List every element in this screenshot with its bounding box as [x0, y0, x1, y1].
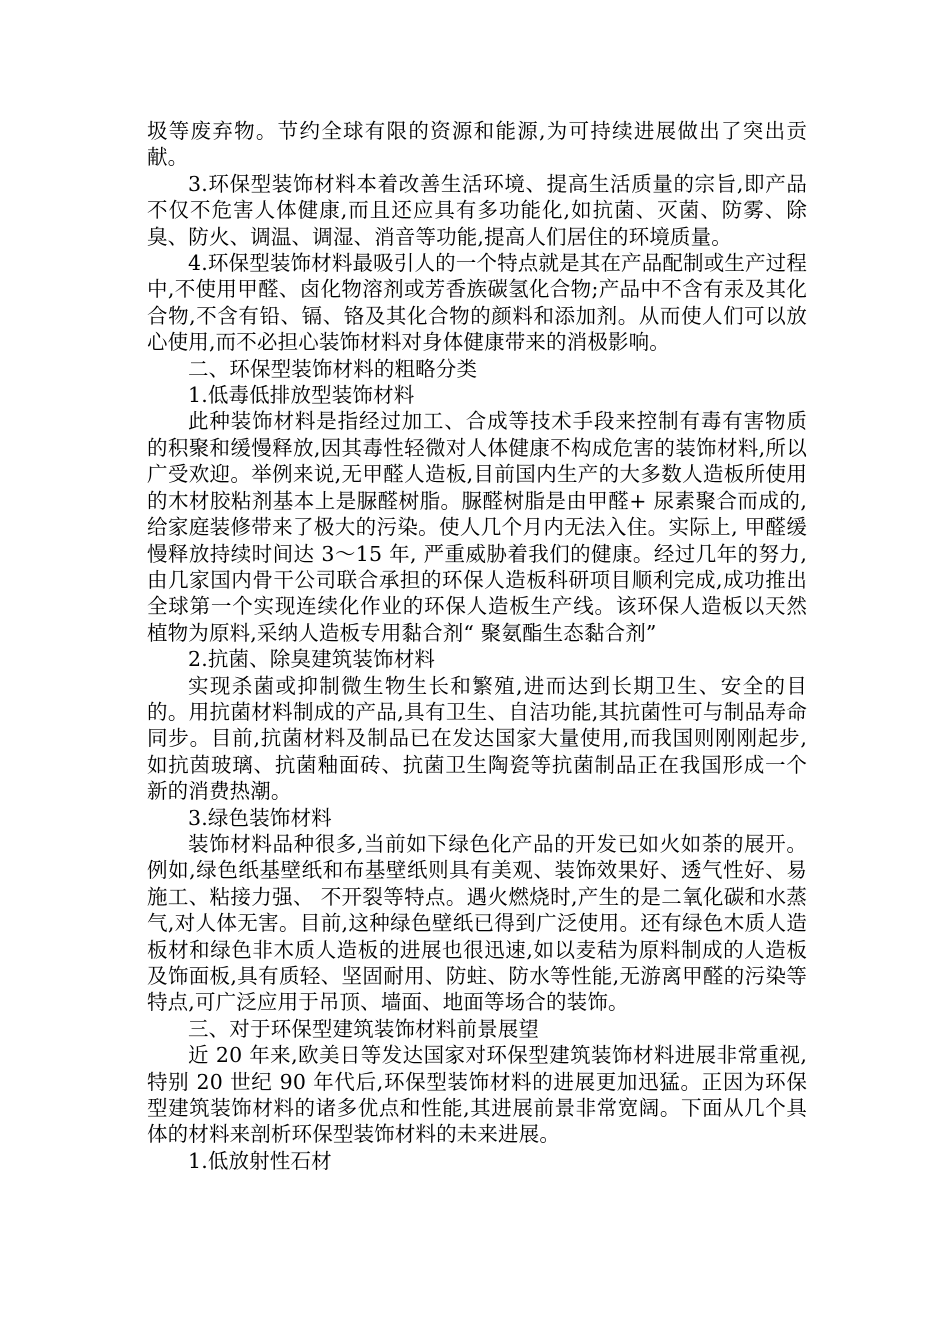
paragraph-3: 4.环保型装饰材料最吸引人的一个特点就是其在产品配制或生产过程中,不使用甲醛、卤化物溶剂或芳香族碳氢化合物;产品中不含有汞及其化合物,不含有铅、镉、铬及其化合物的颜料和添加剂。从而使人们可以放心使用,而不必担心装饰材料对身体健康带来的消极影响。: [147, 251, 807, 355]
subheading-low-toxicity: 1.低毒低排放型装饰材料: [188, 383, 415, 408]
paragraph-1: 圾等废弃物。节约全球有限的资源和能源,为可持续进展做出了突出贡献。: [147, 119, 807, 170]
subheading-antibacterial: 2.抗菌、除臭建筑装饰材料: [188, 647, 436, 672]
paragraph-2: 3.环保型装饰材料本着改善生活环境、提高生活质量的宗旨,即产品不仅不危害人体健康,而且还应具有多功能化,如抗菌、灭菌、防雾、除臭、防火、调温、调湿、消音等功能,提高人们居住的环境质量。: [147, 171, 807, 249]
section-heading-3: 三、对于环保型建筑装饰材料前景展望: [188, 1016, 540, 1041]
document-body: [147, 118, 807, 1174]
paragraph-outlook: 近 20 年来,欧美日等发达国家对环保型建筑装饰材料进展非常重视,特别 20 世纪 90 年代后,环保型装饰材料的进展更加迅猛。正因为环保型建筑装饰材料的诸多优点和性能,其进展前景非常宽阔。下面从几个具体的材料来剖析环保型装饰材料的未来进展。: [147, 1043, 807, 1147]
subheading-low-radiation: 1.低放射性石材: [188, 1148, 332, 1173]
section-heading-2: 二、环保型装饰材料的粗略分类: [188, 356, 478, 381]
paragraph-low-toxicity: 此种装饰材料是指经过加工、合成等技术手段来控制有毒有害物质的积聚和缓慢释放,因其毒性轻微对人体健康不构成危害的装饰材料,所以广受欢迎。举例来说,无甲醛人造板,目前国内生产的大多数人造板所使用的木材胶粘剂基本上是脲醛树脂。脲醛树脂是由甲醛+ 尿素聚合而成的,给家庭装修带来了极大的污染。使人几个月内无法入住。实际上, 甲醛缓慢释放持续时间达 3～15 年, 严重威胁着我们的健康。经过几年的努力,由几家国内骨干公司联合承担的环保人造板科研项目顺利完成,成功推出全球第一个实现连续化作业的环保人造板生产线。该环保人造板以天然植物为原料,采纳人造板专用黏合剂“ 聚氨酯生态黏合剂”: [147, 409, 807, 645]
subheading-green: 3.绿色装饰材料: [188, 805, 332, 830]
paragraph-antibacterial: 实现杀菌或抑制微生物生长和繁殖,进而达到长期卫生、安全的目的。用抗菌材料制成的产品,具有卫生、自洁功能,其抗菌性可与制品寿命同步。目前,抗菌材料及制品已在发达国家大量使用,而我国则刚刚起步, 如抗茵玻璃、抗菌釉面砖、抗菌卫生陶瓷等抗菌制品正在我国形成一个新的消费热潮。: [147, 673, 807, 804]
paragraph-green: 装饰材料品种很多,当前如下绿色化产品的开发已如火如荼的展开。例如,绿色纸基壁纸和布基壁纸则具有美观、装饰效果好、透气性好、易施工、粘接力强、 不开裂等特点。遇火燃烧时,产生的是二氧化碳和水蒸气,对人体无害。目前,这种绿色壁纸已得到广泛使用。还有绿色木质人造板材和绿色非木质人造板的进展也很迅速,如以麦秸为原料制成的人造板及饰面板,具有质轻、坚固耐用、防蛀、防水等性能,无游离甲醛的污染等特点,可广泛应用于吊顶、墙面、地面等场合的装饰。: [147, 831, 807, 1015]
